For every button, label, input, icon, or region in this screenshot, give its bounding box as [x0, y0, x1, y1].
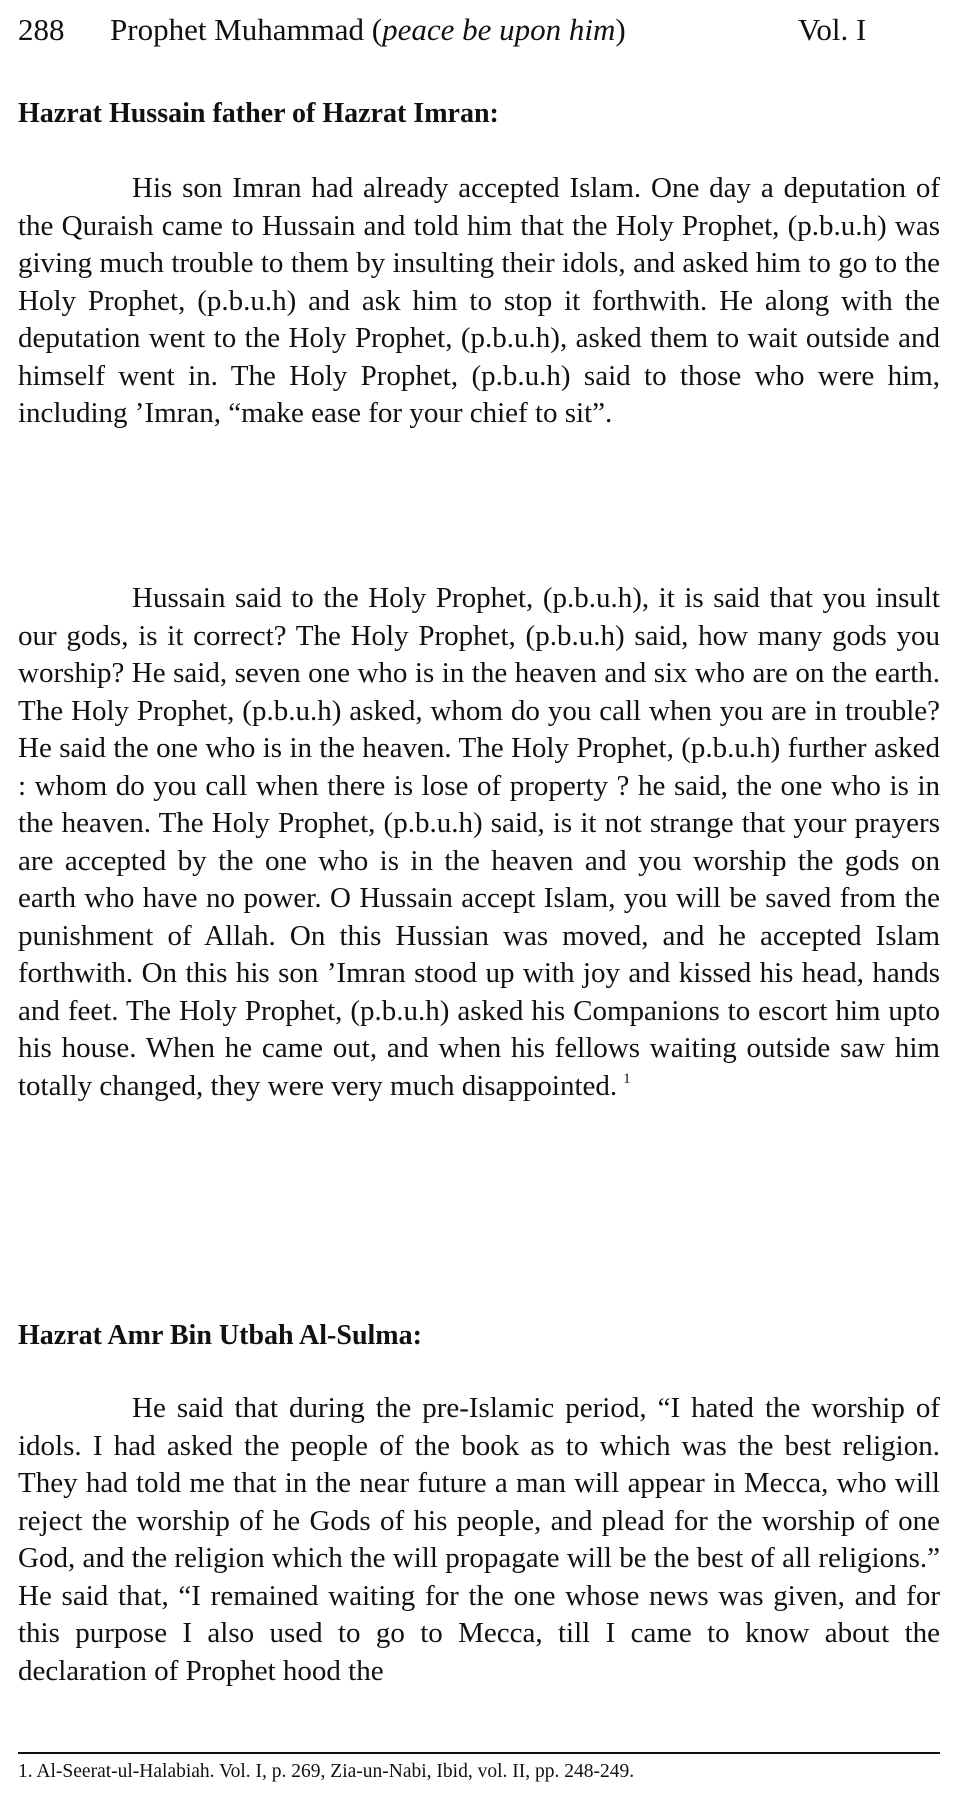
footnote-divider: [18, 1752, 940, 1754]
footnote-marker[interactable]: 1: [623, 1070, 631, 1087]
book-title-italic: peace be upon him: [382, 12, 616, 47]
section-heading-amr-bin-utbah: Hazrat Amr Bin Utbah Al-Sulma:: [18, 1320, 422, 1351]
book-title-suffix: ): [615, 12, 626, 47]
book-title: [110, 10, 626, 50]
page-number: 288: [18, 12, 65, 47]
book-page: [18, 0, 940, 1796]
footnote-1: 1. Al-Seerat-ul-Halabiah. Vol. I, p. 269, Zia-un-Nabi, Ibid, vol. II, pp. 248-249.: [18, 1761, 635, 1782]
paragraph-hussain-conversation: [18, 580, 940, 1105]
section-heading-hussain: Hazrat Hussain father of Hazrat Imran:: [18, 98, 499, 129]
book-title-prefix: Prophet Muhammad (: [110, 12, 383, 47]
paragraph-hussain-conversation-text: Hussain said to the Holy Prophet, (p.b.u.h), it is said that you insult our gods, is it correct? The Holy Prophet, (p.b.u.h) said, how many gods you worship? He said, seven one who is in the heaven and six who are on the earth. The Holy Prophet, (p.b.u.h) asked, whom do you call when you are in trouble? He said the one who is in the heaven. The Holy Prophet, (p.b.u.h) further asked : whom do you call when there is lose of property ? he said, the one who is in the heaven. The Holy Prophet, (p.b.u.h) said, is it not strange that your prayers are accepted by the one who is in the heaven and you worship the gods on earth who have no power. O Hussain accept Islam, you will be saved from the punishment of Allah. On this Hussian was moved, and he accepted Islam forthwith. On this his son ’Imran stood up with joy and kissed his head, hands and feet. The Holy Prophet, (p.b.u.h) asked his Companions to escort him upto his house. When he came out, and when his fellows waiting outside saw him totally changed, they were very much disappointed.: [18, 582, 940, 1102]
volume-label: Vol. I: [798, 12, 867, 47]
running-header: [18, 10, 940, 50]
paragraph-imran-accepted-islam: His son Imran had already accepted Islam. One day a deputation of the Quraish came to Hussain and told him that the Holy Prophet, (p.b.u.h) was giving much trouble to them by insulting their idols, and asked him to go to the Holy Prophet, (p.b.u.h) and ask him to stop it forthwith. He along with the deputation went to the Holy Prophet, (p.b.u.h), asked them to wait outside and himself went in. The Holy Prophet, (p.b.u.h) said to those who were him, including ’Imran, “make ease for your chief to sit”.: [18, 172, 940, 429]
paragraph-amr-pre-islamic: He said that during the pre-Islamic period, “I hated the worship of idols. I had asked the people of the book as to which was the best religion. They had told me that in the near future a man will appear in Mecca, who will reject the worship of he Gods of his people, and plead for the worship of one God, and the religion which the will propagate will be the best of all religions.” He said that, “I remained waiting for the one whose news was given, and for this purpose I also used to go to Mecca, till I came to know about the declaration of Prophet hood the: [18, 1392, 940, 1687]
